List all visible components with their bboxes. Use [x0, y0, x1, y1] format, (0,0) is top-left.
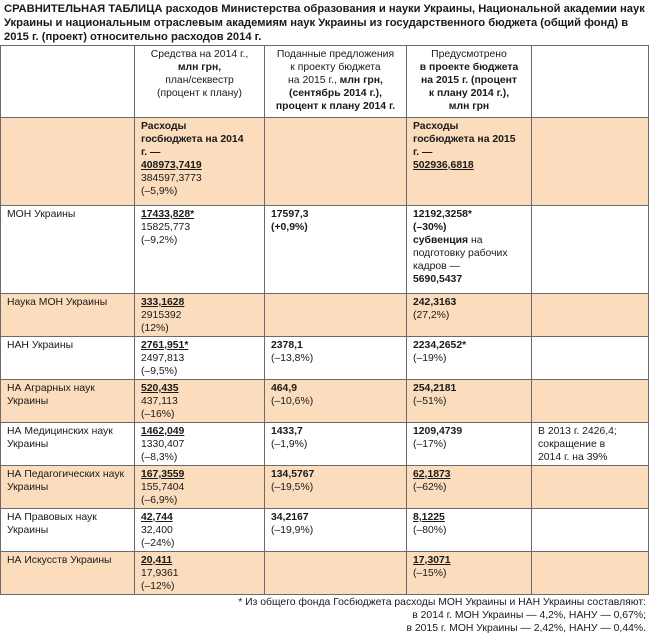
- table-row: НА Правовых наук Украины 42,744 32,400 (–24%) 34,2167 (–19,9%) 8,1225 (–80%): [1, 509, 649, 552]
- header-empty-cell: [1, 46, 135, 118]
- header-row: [1, 46, 649, 118]
- row-label: НАН Украины: [1, 337, 135, 380]
- table-row: Наука МОН Украины 333,1628 2915392 (12%) 242,3163 (27,2%): [1, 294, 649, 337]
- row-label: НА Аграрных наук Украины: [1, 380, 135, 423]
- table-row: МОН Украины 17433,828* 15825,773 (–9,2%) 17597,3 (+0,9%) 12192,3258* (–30%) субвенция на подготовку рабочих кадров — 5690,5437: [1, 206, 649, 294]
- header-notes-cell: [532, 46, 649, 118]
- totals-row: [1, 118, 649, 206]
- document-title: [4, 2, 646, 44]
- total-2015-cell: Расходы госбюджета на 2015 г. — 502936,6818: [407, 118, 532, 206]
- total-2014-value: 408973,7419: [141, 160, 202, 171]
- table-row: НАН Украины 2761,951* 2497,813 (–9,5%) 2378,1 (–13,8%) 2234,2652* (–19%): [1, 337, 649, 380]
- header-col-2014: Средства на 2014 г., млн грн, план/секвестр (процент к плану): [135, 46, 265, 118]
- row-label: НА Правовых наук Украины: [1, 509, 135, 552]
- table-row: НА Медицинских наук Украины 1462,049 1330,407 (–8,3%) 1433,7 (–1,9%) 1209,4739 (–17%) В 2013 г. 2426,4; сокращение в 2014 г. на 39%: [1, 423, 649, 466]
- comparison-table: [0, 45, 649, 595]
- row-label: Наука МОН Украины: [1, 294, 135, 337]
- table-row: НА Аграрных наук Украины 520,435 437,113 (–16%) 464,9 (–10,6%) 254,2181 (–51%): [1, 380, 649, 423]
- header-col-2015: Предусмотрено в проекте бюджета на 2015 г. (процент к плану 2014 г.), млн грн: [407, 46, 532, 118]
- total-2015-value: 502936,6818: [413, 160, 474, 171]
- footnote: * Из общего фонда Госбюджета расходы МОН Украины и НАН Украины составляют: в 2014 г. МОН Украины — 4,2%, НАНУ — 0,67%; в 2015 г. МОН Украины — 2,42%, НАНУ — 0,44%.: [238, 597, 646, 634]
- row-label: НА Медицинских наук Украины: [1, 423, 135, 466]
- total-2014-cell: Расходы госбюджета на 2014 г. — 408973,7419 384597,3773 (–5,9%): [135, 118, 265, 206]
- header-col-proposals: Поданные предложения к проекту бюджета на 2015 г., млн грн, (сентябрь 2014 г.), процент к плану 2014 г.: [265, 46, 407, 118]
- table-row: НА Педагогических наук Украины 167,3559 155,7404 (–6,9%) 134,5767 (–19,5%) 62,1873 (–62%): [1, 466, 649, 509]
- row-label: НА Педагогических наук Украины: [1, 466, 135, 509]
- row-label: МОН Украины: [1, 206, 135, 294]
- note-cell: В 2013 г. 2426,4; сокращение в 2014 г. на 39%: [532, 423, 649, 466]
- title-lead: СРАВНИТЕЛЬНАЯ ТАБЛИЦА: [4, 3, 163, 15]
- table-row: НА Искусств Украины 20,411 17,9361 (–12%) 17,3071 (–15%): [1, 552, 649, 595]
- row-label: НА Искусств Украины: [1, 552, 135, 595]
- title-rest: расходов Министерства образования и науки Украины, Национальной академии наук Украины и национальным отраслевым академиям наук Украины из государственного бюджета (общий фонд) в 2015 г. (проект) относительно расходов 2014 г.: [4, 3, 645, 43]
